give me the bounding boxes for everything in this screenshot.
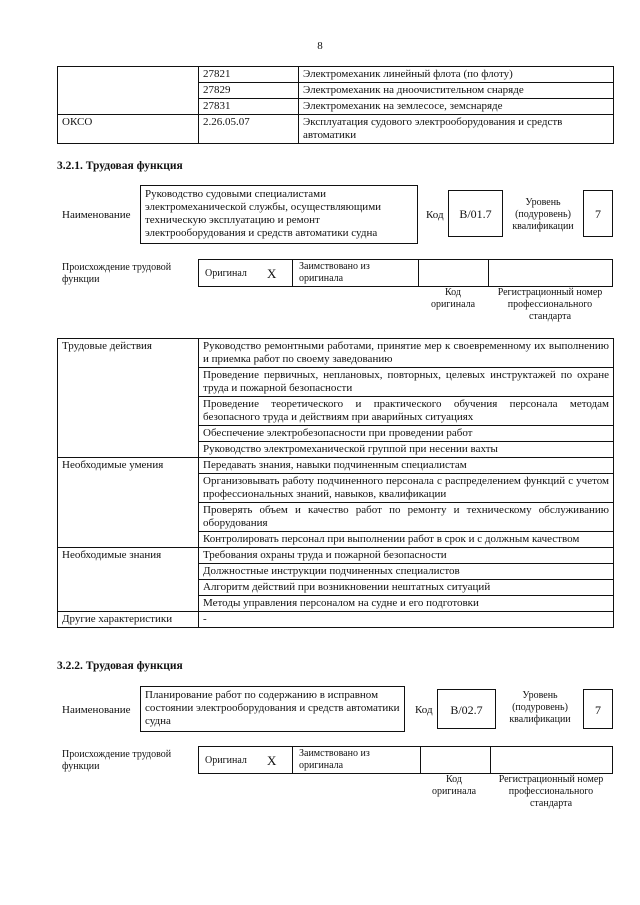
table-row [58,67,614,83]
function-details-table [57,338,614,628]
code-original-caption: Код оригинала [431,774,477,797]
function-name-box [140,185,418,244]
list-item: Проведение первичных, неплановых, повторных, целевых инструктажей по охране труда и пожарной безопасности [199,368,614,397]
table-row [58,548,614,564]
okso-row-label [58,67,199,115]
table-row [58,458,614,474]
okso-row-label: ОКСО [58,115,199,144]
original-cell [198,746,293,774]
list-item: Контролировать персонал при выполнении работ в срок и с должным качеством [199,532,614,548]
borrowed-cell [292,746,421,774]
code-original-cell [420,746,491,774]
level-value-box: 7 [583,190,613,237]
okso-code: 27831 [199,99,299,115]
reg-number-caption: Регистрационный номер профессионального стандарта [498,774,604,809]
list-item: Требования охраны труда и пожарной безопасности [199,548,614,564]
origin-label: Происхождение трудовой функции [62,262,172,285]
code-label: Код [415,704,433,716]
group-label: Необходимые умения [58,458,199,548]
group-label: Другие характеристики [58,612,199,628]
reg-number-cell [490,746,613,774]
original-label: Оригинал [205,268,247,279]
list-item: Проведение теоретического и практического обучения персонала методам безопасного труда и действиям при аварийных ситуациях [199,397,614,426]
table-row [58,612,614,628]
original-mark: X [267,753,277,768]
list-item: Передавать знания, навыки подчиненным специалистам [199,458,614,474]
list-item: Методы управления персоналом на судне и его подготовки [199,596,614,612]
name-label: Наименование [62,704,131,716]
reg-number-caption: Регистрационный номер профессионального стандарта [497,287,603,322]
function-name-box [140,686,405,732]
list-item: Алгоритм действий при возникновении нештатных ситуаций [199,580,614,596]
function-code-box: B/01.7 [448,190,503,237]
code-original-caption: Код оригинала [430,287,476,310]
function-name-text: Руководство судовыми специалистами электромеханической службы, осуществляющими техническую эксплуатацию и ремонт электрооборудования и средств автоматики судна [145,188,382,239]
borrowed-label: Заимствовано из оригинала [299,748,370,771]
list-item: Проверять объем и качество работ по ремонту и техническому обслуживанию оборудования [199,503,614,532]
function-name-text: Планирование работ по содержанию в исправном состоянии электрооборудования и средств автоматики судна [145,689,400,727]
original-cell [198,259,293,287]
reg-number-cell [488,259,613,287]
function-heading: 3.2.2. Трудовая функция [57,660,183,672]
list-item: - [199,612,614,628]
group-label: Трудовые действия [58,339,199,458]
table-row [58,339,614,368]
okso-title: Электромеханик линейный флота (по флоту) [299,67,614,83]
function-code-box: B/02.7 [437,689,496,729]
okso-table [57,66,614,144]
name-label: Наименование [62,209,131,221]
origin-label: Происхождение трудовой функции [62,749,172,772]
borrowed-cell [292,259,419,287]
borrowed-label: Заимствовано из оригинала [299,261,370,284]
code-label: Код [426,209,444,221]
level-label: Уровень (подуровень) квалификации [509,690,571,725]
okso-title: Электромеханик на дноочистительном снаряде [299,83,614,99]
list-item: Руководство электромеханической группой при несении вахты [199,442,614,458]
okso-code: 27829 [199,83,299,99]
group-label: Необходимые знания [58,548,199,612]
list-item: Должностные инструкции подчиненных специалистов [199,564,614,580]
list-item: Организовывать работу подчиненного персонала с распределением функций с учетом профессиональных знаний, навыков, квалификации [199,474,614,503]
list-item: Обеспечение электробезопасности при проведении работ [199,426,614,442]
original-label: Оригинал [205,755,247,766]
level-value-box: 7 [583,689,613,729]
okso-code: 27821 [199,67,299,83]
code-original-cell [418,259,489,287]
table-row [58,115,614,144]
original-mark: X [267,266,277,281]
page-number: 8 [317,40,323,52]
okso-title: Электромеханик на землесосе, земснаряде [299,99,614,115]
function-heading: 3.2.1. Трудовая функция [57,160,183,172]
okso-title: Эксплуатация судового электрооборудования и средств автоматики [299,115,614,144]
okso-code: 2.26.05.07 [199,115,299,144]
list-item: Руководство ремонтными работами, принятие мер к своевременному их выполнению и приемка работ по своему заведованию [199,339,614,368]
level-label: Уровень (подуровень) квалификации [512,197,574,232]
